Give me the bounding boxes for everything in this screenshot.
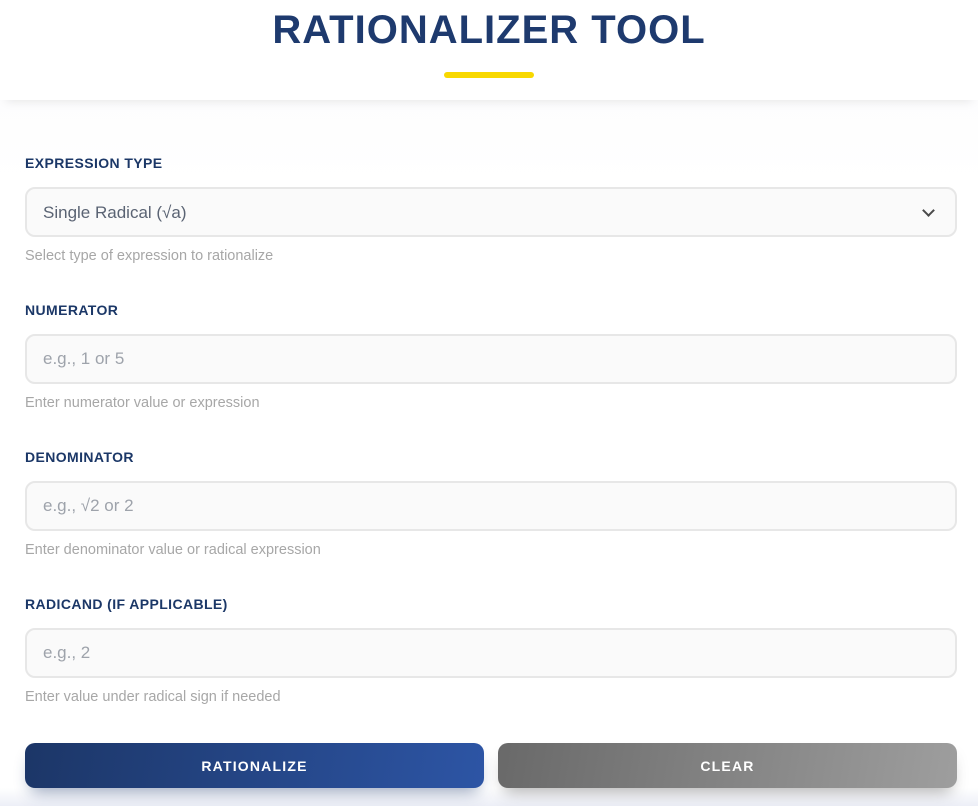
expression-type-select[interactable] [25,187,957,237]
page-title: RATIONALIZER TOOL [272,8,706,52]
expression-type-control-wrap [25,187,957,237]
field-expression-type [25,155,957,265]
title-underline [444,72,534,78]
denominator-label: DENOMINATOR [25,449,134,465]
radicand-control-wrap [25,628,957,678]
denominator-input[interactable] [25,481,957,531]
expression-type-label: EXPRESSION TYPE [25,155,163,171]
field-radicand [25,596,957,706]
radicand-label: RADICAND (IF APPLICABLE) [25,596,228,612]
field-numerator [25,302,957,412]
clear-button[interactable]: CLEAR [498,743,957,788]
rationalizer-form [0,100,978,788]
numerator-label: NUMERATOR [25,302,119,318]
button-row [25,743,957,788]
page-header [0,0,978,100]
radicand-helper: Enter value under radical sign if needed [25,689,281,705]
denominator-control-wrap [25,481,957,531]
numerator-input[interactable] [25,334,957,384]
expression-type-helper: Select type of expression to rationalize [25,248,274,264]
bottom-fade [0,788,978,806]
radicand-input[interactable] [25,628,957,678]
rationalize-button[interactable]: RATIONALIZE [25,743,484,788]
denominator-helper: Enter denominator value or radical expression [25,542,321,558]
numerator-helper: Enter numerator value or expression [25,395,260,411]
field-denominator [25,449,957,559]
numerator-control-wrap [25,334,957,384]
